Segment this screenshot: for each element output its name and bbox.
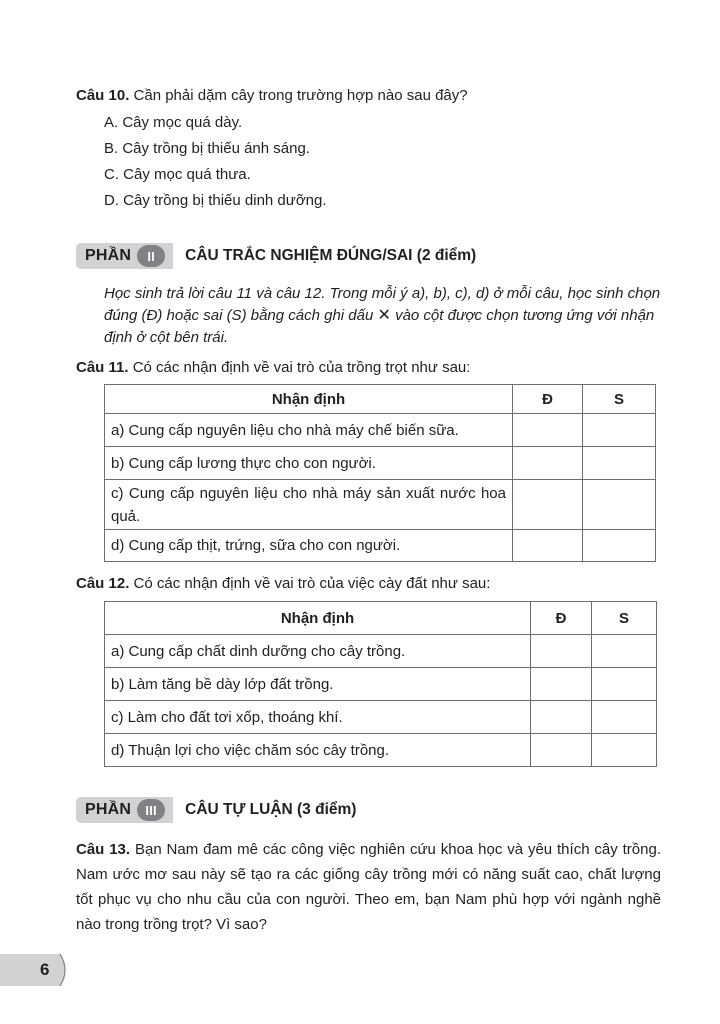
table-header-row (105, 602, 657, 635)
false-answer-cell[interactable] (583, 530, 656, 562)
section-3-badge-label: PHẦN (85, 801, 132, 818)
question-12 (76, 575, 490, 592)
section-2-title: CÂU TRẮC NGHIỆM ĐÚNG/SAI (2 điểm) (185, 247, 477, 264)
question-10-option-d: D. Cây trồng bị thiếu dinh dưỡng. (104, 192, 327, 209)
question-10-option-c: C. Cây mọc quá thưa. (104, 166, 251, 183)
question-11 (76, 359, 470, 376)
section-2-badge (76, 243, 173, 269)
question-10-option-b: B. Cây trồng bị thiếu ánh sáng. (104, 140, 310, 157)
table-row (105, 701, 657, 734)
statement-cell: b) Cung cấp lương thực cho con người. (105, 447, 513, 480)
section-3-badge (76, 797, 173, 823)
header-false: S (592, 602, 657, 635)
header-statement: Nhận định (105, 385, 513, 414)
instruction-part-2: vào cột được chọn tương ứng với nhận định ở cột bên trái. (104, 307, 655, 346)
true-answer-cell[interactable] (531, 635, 592, 668)
question-13-text: Bạn Nam đam mê các công việc nghiên cứu khoa học và yêu thích cây trồng. Nam ước mơ sau này sẽ tạo ra các giống cây trồng mới có năng suất cao, chất lượng tốt phục vụ cho nhu cầu của con người. Theo em, bạn Nam phù hợp với ngành nghề nào trong trồng trọt? Vì sao? (76, 841, 661, 933)
instruction-part-1: Học sinh trả lời câu 11 và câu 12. Trong mỗi ý a), b), c), d) ở mỗi câu, học sinh chọn đúng (Đ) hoặc sai (S) bằng cách ghi dấu (104, 285, 661, 324)
table-row (105, 530, 656, 562)
false-answer-cell[interactable] (583, 480, 656, 530)
cross-mark-icon: ✕ (377, 307, 391, 324)
question-11-text: Có các nhận định về vai trò của trồng trọt như sau: (132, 359, 471, 376)
header-false: S (583, 385, 656, 414)
table-row (105, 480, 656, 530)
section-2-header (76, 243, 476, 269)
header-true: Đ (513, 385, 583, 414)
page-number: 6 (40, 960, 50, 979)
section-2-roman: II (137, 245, 165, 267)
false-answer-cell[interactable] (583, 447, 656, 480)
question-13 (76, 837, 661, 937)
false-answer-cell[interactable] (592, 668, 657, 701)
statement-cell: a) Cung cấp nguyên liệu cho nhà máy chế biến sữa. (105, 414, 513, 447)
section-2-badge-label: PHẦN (85, 247, 132, 264)
question-11-table (104, 384, 656, 562)
question-12-table (104, 601, 657, 767)
statement-cell: d) Thuận lợi cho việc chăm sóc cây trồng. (105, 734, 531, 767)
section-2-instruction (104, 283, 664, 349)
page-tab-shape-icon (0, 954, 70, 986)
true-answer-cell[interactable] (513, 480, 583, 530)
table-row (105, 414, 656, 447)
question-10-text: Cần phải dặm cây trong trường hợp nào sau đây? (133, 87, 468, 104)
page-number-tab (0, 954, 70, 986)
true-answer-cell[interactable] (513, 447, 583, 480)
question-10-label: Câu 10. (76, 87, 130, 104)
table-row (105, 668, 657, 701)
table-row (105, 734, 657, 767)
true-answer-cell[interactable] (531, 701, 592, 734)
table-row (105, 635, 657, 668)
question-11-label: Câu 11. (76, 359, 129, 376)
true-answer-cell[interactable] (531, 668, 592, 701)
true-answer-cell[interactable] (531, 734, 592, 767)
question-12-text: Có các nhận định về vai trò của việc cày đất như sau: (133, 575, 491, 592)
statement-cell: c) Làm cho đất tơi xốp, thoáng khí. (105, 701, 531, 734)
header-true: Đ (531, 602, 592, 635)
false-answer-cell[interactable] (592, 734, 657, 767)
false-answer-cell[interactable] (583, 414, 656, 447)
table-header-row (105, 385, 656, 414)
question-12-label: Câu 12. (76, 575, 130, 592)
question-10 (76, 87, 468, 104)
false-answer-cell[interactable] (592, 635, 657, 668)
question-10-option-a: A. Cây mọc quá dày. (104, 114, 243, 131)
false-answer-cell[interactable] (592, 701, 657, 734)
section-3-roman: III (137, 799, 165, 821)
header-statement: Nhận định (105, 602, 531, 635)
statement-cell: b) Làm tăng bề dày lớp đất trồng. (105, 668, 531, 701)
section-3-header (76, 797, 356, 823)
question-13-label: Câu 13. (76, 841, 131, 858)
true-answer-cell[interactable] (513, 530, 583, 562)
table-row (105, 447, 656, 480)
section-3-title: CÂU TỰ LUẬN (3 điểm) (185, 801, 357, 818)
true-answer-cell[interactable] (513, 414, 583, 447)
statement-cell: d) Cung cấp thịt, trứng, sữa cho con người. (105, 530, 513, 562)
statement-cell: a) Cung cấp chất dinh dưỡng cho cây trồng. (105, 635, 531, 668)
statement-cell: c) Cung cấp nguyên liệu cho nhà máy sản xuất nước hoa quả. (105, 480, 513, 530)
